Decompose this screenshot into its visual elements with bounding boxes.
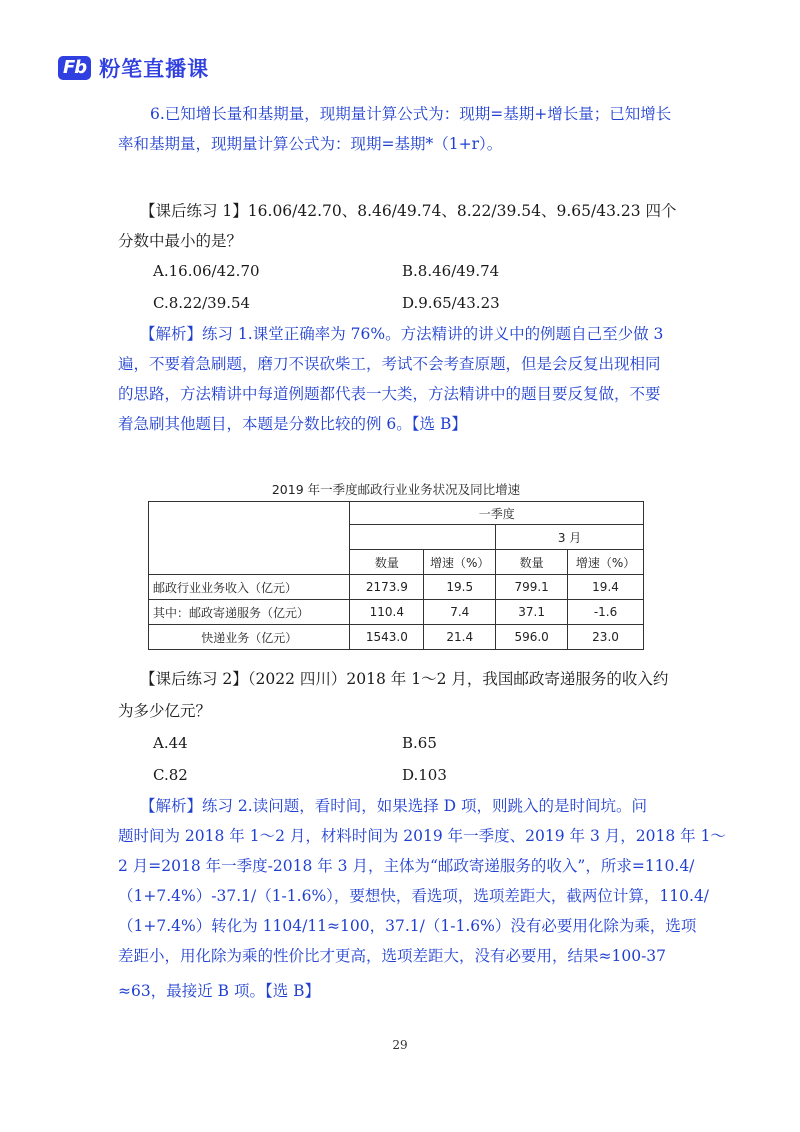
- intro-line-1: 6.已知增长量和基期量，现期量计算公式为：现期=基期+增长量；已知增长: [150, 105, 672, 123]
- q2-analysis-line-5: （1+7.4%）转化为 1104/11≈100，37.1/（1-1.6%）没有必要用化除为乘，选项: [118, 917, 697, 935]
- cell-march-growth: -1.6: [568, 600, 644, 625]
- table-row: [149, 600, 644, 625]
- cell-march-qty: 596.0: [496, 625, 568, 650]
- data-table: [148, 501, 644, 650]
- cell-march-qty: 799.1: [496, 575, 568, 600]
- q2-analysis-line-2: 题时间为 2018 年 1～2 月，材料时间为 2019 年一季度、2019 年 3 月，2018 年 1～: [118, 827, 726, 845]
- q2-analysis-line-6: 差距小，用化除为乘的性价比才更高，选项差距大，没有必要用，结果≈100-37: [118, 947, 667, 965]
- row-name: 邮政行业业务收入（亿元）: [149, 575, 350, 600]
- q1-option-d: D.9.65/43.23: [402, 294, 500, 312]
- q2-analysis-line-3: 2 月=2018 年一季度-2018 年 3 月，主体为“邮政寄递服务的收入”，所求=110.4/: [118, 857, 695, 875]
- cell-march-growth: 19.4: [568, 575, 644, 600]
- q2-analysis-line-4: （1+7.4%）-37.1/（1-1.6%），要想快，看选项，选项差距大，截两位计算，110.4/: [118, 887, 710, 905]
- cell-q1-qty: 1543.0: [350, 625, 424, 650]
- q1-question-line-2: 分数中最小的是？: [118, 232, 243, 250]
- q1-analysis-line-1: 【解析】练习 1.课堂正确率为 76%。方法精讲的讲义中的例题自己至少做 3: [140, 325, 664, 343]
- row-name: 其中：邮政寄递服务（亿元）: [149, 600, 350, 625]
- header-q1-spacer: [350, 525, 496, 550]
- table-row: [149, 575, 644, 600]
- cell-q1-qty: 110.4: [350, 600, 424, 625]
- q1-option-b: B.8.46/49.74: [402, 262, 500, 280]
- q2-option-a: A.44: [153, 734, 188, 752]
- page-number: 29: [392, 1038, 408, 1052]
- cell-q1-growth: 19.5: [424, 575, 496, 600]
- table-row: [149, 625, 644, 650]
- header-q1-growth: 增速（%）: [424, 550, 496, 575]
- q2-option-d: D.103: [402, 766, 447, 784]
- intro-line-2: 率和基期量，现期量计算公式为：现期=基期*（1+r）。: [118, 135, 503, 153]
- cell-q1-growth: 21.4: [424, 625, 496, 650]
- q1-analysis-line-2: 遍，不要着急刷题，磨刀不误砍柴工，考试不会考查原题，但是会反复出现相同: [118, 355, 661, 373]
- q2-analysis-line-1: 【解析】练习 2.读问题，看时间，如果选择 D 项，则跳入的是时间坑。问: [140, 797, 647, 815]
- q1-analysis-line-4: 着急刷其他题目，本题是分数比较的例 6。【选 B】: [118, 415, 467, 433]
- q1-option-c: C.8.22/39.54: [153, 294, 251, 312]
- q2-analysis-line-7: ≈63，最接近 B 项。【选 B】: [118, 982, 321, 1000]
- header-march-qty: 数量: [496, 550, 568, 575]
- table-title: 2019 年一季度邮政行业业务状况及同比增速: [271, 482, 521, 497]
- row-name: 快递业务（亿元）: [149, 625, 350, 650]
- cell-march-growth: 23.0: [568, 625, 644, 650]
- cell-q1-growth: 7.4: [424, 600, 496, 625]
- q2-question-line-2: 为多少亿元？: [118, 702, 212, 720]
- table-corner-cell: [149, 502, 350, 575]
- logo-mark: Fb: [58, 56, 91, 80]
- q1-question-line-1: 【课后练习 1】16.06/42.70、8.46/49.74、8.22/39.54、9.65/43.23 四个: [140, 202, 677, 220]
- cell-march-qty: 37.1: [496, 600, 568, 625]
- q1-analysis-line-3: 的思路，方法精讲中每道例题都代表一大类，方法精讲中的题目要反复做，不要: [118, 385, 661, 403]
- logo-text: 粉笔直播课: [99, 57, 210, 81]
- q2-option-b: B.65: [402, 734, 437, 752]
- q1-option-a: A.16.06/42.70: [153, 262, 260, 280]
- header-march: 3 月: [496, 525, 644, 550]
- header-q1: 一季度: [350, 502, 644, 525]
- q2-option-c: C.82: [153, 766, 188, 784]
- header-q1-qty: 数量: [350, 550, 424, 575]
- q2-question-line-1: 【课后练习 2】（2022 四川）2018 年 1～2 月，我国邮政寄递服务的收入约: [140, 670, 669, 688]
- logo: [58, 53, 209, 83]
- header-march-growth: 增速（%）: [568, 550, 644, 575]
- cell-q1-qty: 2173.9: [350, 575, 424, 600]
